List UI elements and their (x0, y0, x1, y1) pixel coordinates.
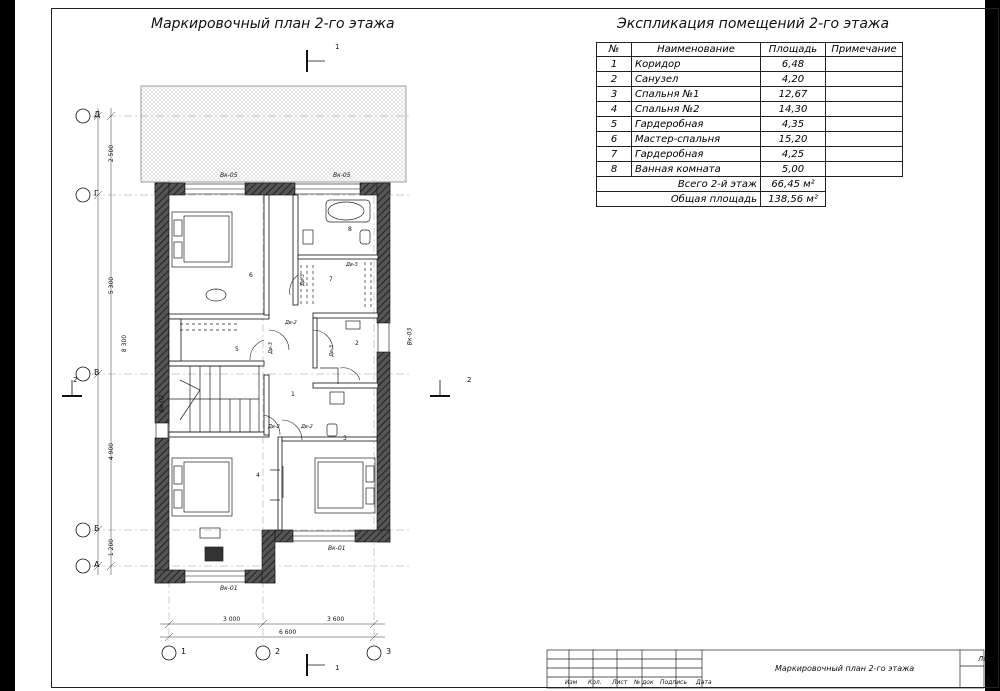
total-floor-label: Всего 2-й этаж (597, 177, 761, 192)
row-name: Спальня №2 (632, 102, 761, 117)
tb-col: Изм (565, 679, 578, 686)
axis-label-g: Г (94, 189, 99, 198)
door-label: Дв-2 (285, 320, 297, 326)
floor-plan (15, 0, 985, 691)
door-label: Дв-3 (267, 342, 274, 354)
room-mark: 6 (249, 272, 253, 279)
axis-lines (92, 116, 410, 645)
window-label: Вк-01 (220, 585, 238, 592)
table-title: Экспликация помещений 2-го этажа (617, 16, 890, 32)
axis-label-b: Б (94, 524, 100, 533)
window-label: Вк-01 (328, 545, 346, 552)
total-floor-value: 66,45 м² (761, 177, 826, 192)
axis-label-d: Д (94, 110, 101, 119)
dim-text-v5: 1 200 (108, 538, 116, 557)
row-name: Гардеробная (632, 117, 761, 132)
dim-text-v1: 2 500 (108, 144, 116, 163)
row-area: 4,20 (761, 72, 826, 87)
tb-col: № док (634, 679, 654, 686)
dim-text-v4: 4 900 (108, 442, 116, 461)
window-label: Вк-03 (406, 327, 414, 346)
row-area: 15,20 (761, 132, 826, 147)
terrace (141, 86, 406, 182)
row-name: Ванная комната (632, 162, 761, 177)
room-mark: 8 (348, 226, 352, 233)
axis-label-1: 1 (181, 647, 187, 656)
header-name: Наименование (632, 43, 761, 57)
interior-walls (169, 195, 378, 530)
row-num: 3 (597, 87, 632, 102)
door-label: Дв-3 (346, 262, 358, 268)
axis-label-2: 2 (275, 647, 281, 656)
axis-label-a: А (94, 560, 100, 569)
room-mark: 3 (343, 435, 347, 442)
header-num: № (597, 43, 632, 57)
axis-label-v: В (94, 368, 100, 377)
sheet-label: Лист (978, 655, 996, 663)
door-label: Дв-3 (328, 345, 335, 357)
axis-label-3: 3 (386, 647, 392, 656)
row-name: Санузел (632, 72, 761, 87)
section-mark-top: 1 (335, 43, 340, 51)
section-mark-left: 2 (73, 376, 78, 384)
tb-col: Дата (696, 679, 712, 686)
dim-text-h2: 3 600 (327, 616, 345, 623)
door-label: Дв-2 (301, 424, 313, 430)
row-name: Спальня №1 (632, 87, 761, 102)
furniture (172, 200, 375, 561)
room-mark: 4 (256, 472, 260, 479)
section-mark-bottom: 1 (335, 664, 340, 672)
stairs (169, 366, 259, 432)
tb-col: Лист (612, 679, 628, 686)
section-mark-right: 2 (467, 376, 472, 384)
door-label: Дв-2 (268, 424, 280, 430)
dim-text-v2: 5 300 (108, 276, 116, 295)
dim-text-h3: 6 600 (279, 629, 297, 636)
tb-col: Кол. (588, 679, 602, 686)
row-area: 4,25 (761, 147, 826, 162)
room-mark: 7 (329, 276, 333, 283)
header-area: Площадь (761, 43, 826, 57)
window-label: Вк-05 (333, 172, 351, 179)
header-note: Примечание (826, 43, 903, 57)
room-mark: 1 (291, 391, 295, 398)
drawing-sheet (15, 0, 996, 691)
door-label: Дв-3 (299, 274, 306, 286)
row-area: 5,00 (761, 162, 826, 177)
row-num: 4 (597, 102, 632, 117)
row-num: 1 (597, 57, 632, 72)
row-num: 5 (597, 117, 632, 132)
row-area: 14,30 (761, 102, 826, 117)
row-name: Мастер-спальня (632, 132, 761, 147)
row-area: 6,48 (761, 57, 826, 72)
room-mark: 2 (355, 340, 359, 347)
dim-text-v3: 8 300 (121, 334, 129, 353)
row-area: 12,67 (761, 87, 826, 102)
total-area-label: Общая площадь (597, 192, 761, 207)
dim-text-h1: 3 000 (223, 616, 241, 623)
row-num: 7 (597, 147, 632, 162)
window-label: Вк-02 (158, 394, 166, 413)
row-num: 8 (597, 162, 632, 177)
row-area: 4,35 (761, 117, 826, 132)
sheet-number: 4 (985, 674, 990, 682)
row-num: 2 (597, 72, 632, 87)
room-mark: 5 (235, 346, 239, 353)
tb-col: Подпись (660, 679, 687, 686)
row-name: Гардеробная (632, 147, 761, 162)
row-num: 6 (597, 132, 632, 147)
plan-title: Маркировочный план 2-го этажа (151, 16, 395, 32)
sheet-title: Маркировочный план 2-го этажа (775, 664, 915, 673)
window-label: Вк-05 (220, 172, 238, 179)
total-area-value: 138,56 м² (761, 192, 826, 207)
row-name: Коридор (632, 57, 761, 72)
